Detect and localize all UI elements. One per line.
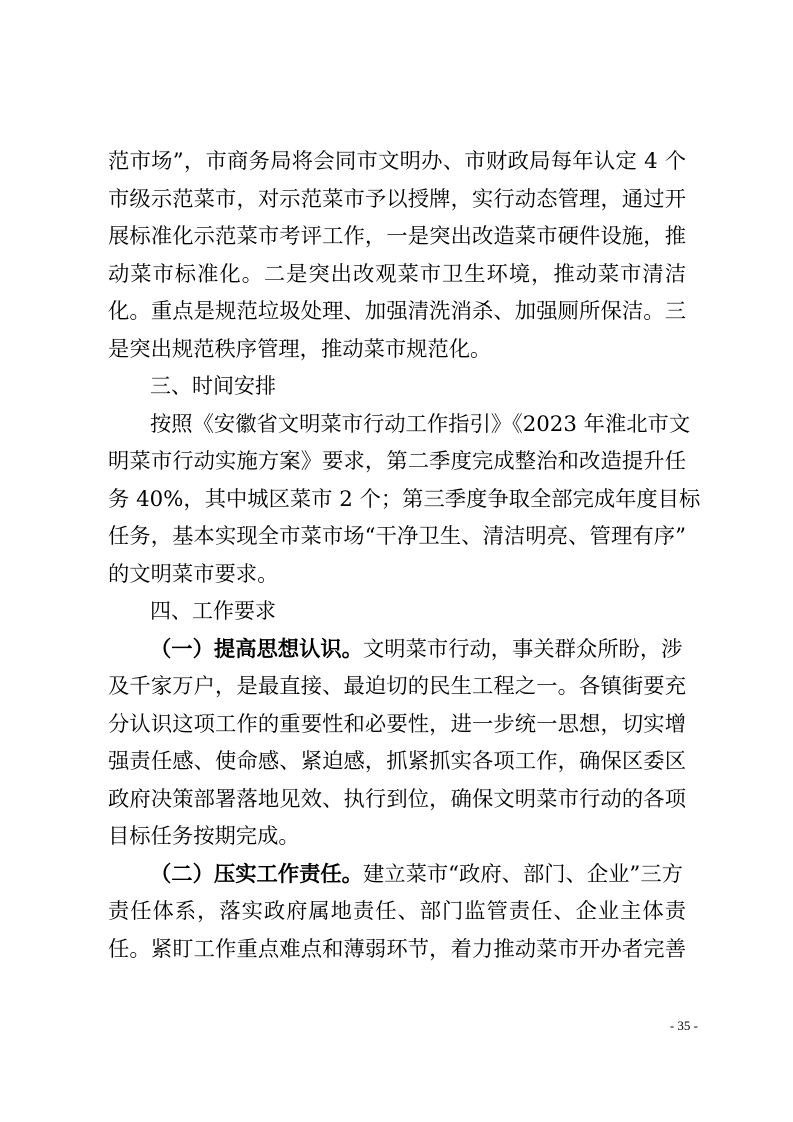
paragraph-line: 明菜市行动实施方案》要求，第二季度完成整治和改造提升任 xyxy=(108,449,686,474)
page-number: - 35 - xyxy=(669,1018,698,1033)
paragraph-line: 动菜市标准化。二是突出改观菜市卫生环境，推动菜市清洁 xyxy=(108,261,686,287)
paragraph-line: 强责任感、使命感、紧迫感，抓紧抓实各项工作，确保区委区 xyxy=(108,749,686,774)
paragraph-line-item2 xyxy=(108,856,686,894)
paragraph-line-item1 xyxy=(108,631,686,669)
section-heading-requirements: 四、工作要求 xyxy=(150,599,276,623)
paragraph-line: 任。紧盯工作重点难点和薄弱环节，着力推动菜市开办者完善 xyxy=(108,936,686,962)
paragraph-line: 的文明菜市要求。 xyxy=(108,561,279,587)
paragraph-line: 是突出规范秩序管理，推动菜市规范化。 xyxy=(108,336,492,362)
paragraph-line: 化。重点是规范垃圾处理、加强清洗消杀、加强厕所保洁。三 xyxy=(108,299,686,324)
item-title-thinking: （一）提高思想认识。 xyxy=(150,636,363,662)
paragraph-line: 务 40%，其中城区菜市 2 个；第三季度争取全部完成年度目标 xyxy=(108,486,701,512)
item-text: 建立菜市“政府、部门、企业”三方 xyxy=(362,861,683,887)
paragraph-line: 责任体系，落实政府属地责任、部门监管责任、企业主体责 xyxy=(108,899,686,924)
paragraph-line: 政府决策部署落地见效、执行到位，确保文明菜市行动的各项 xyxy=(108,786,686,812)
item-text: 文明菜市行动，事关群众所盼，涉 xyxy=(362,636,683,662)
section-heading-schedule: 三、时间安排 xyxy=(150,374,276,398)
item-title-responsibility: （二）压实工作责任。 xyxy=(150,861,363,887)
paragraph-line: 任务，基本实现全市菜市场“干净卫生、清洁明亮、管理有序” xyxy=(108,524,686,549)
paragraph-line: 目标任务按期完成。 xyxy=(108,824,300,849)
paragraph-line: 展标准化示范菜市考评工作，一是突出改造菜市硬件设施，推 xyxy=(108,224,686,249)
paragraph-line: 按照《安徽省文明菜市行动工作指引》《2023 年淮北市文 xyxy=(150,411,691,437)
document-body xyxy=(108,143,701,968)
paragraph-line: 分认识这项工作的重要性和必要性，进一步统一思想，切实增 xyxy=(108,711,686,737)
paragraph-line: 及千家万户，是最直接、最迫切的民生工程之一。各镇街要充 xyxy=(108,674,686,699)
paragraph-line: 市级示范菜市，对示范菜市予以授牌，实行动态管理，通过开 xyxy=(108,186,686,212)
paragraph-line: 范市场”，市商务局将会同市文明办、市财政局每年认定 4 个 xyxy=(108,149,686,174)
